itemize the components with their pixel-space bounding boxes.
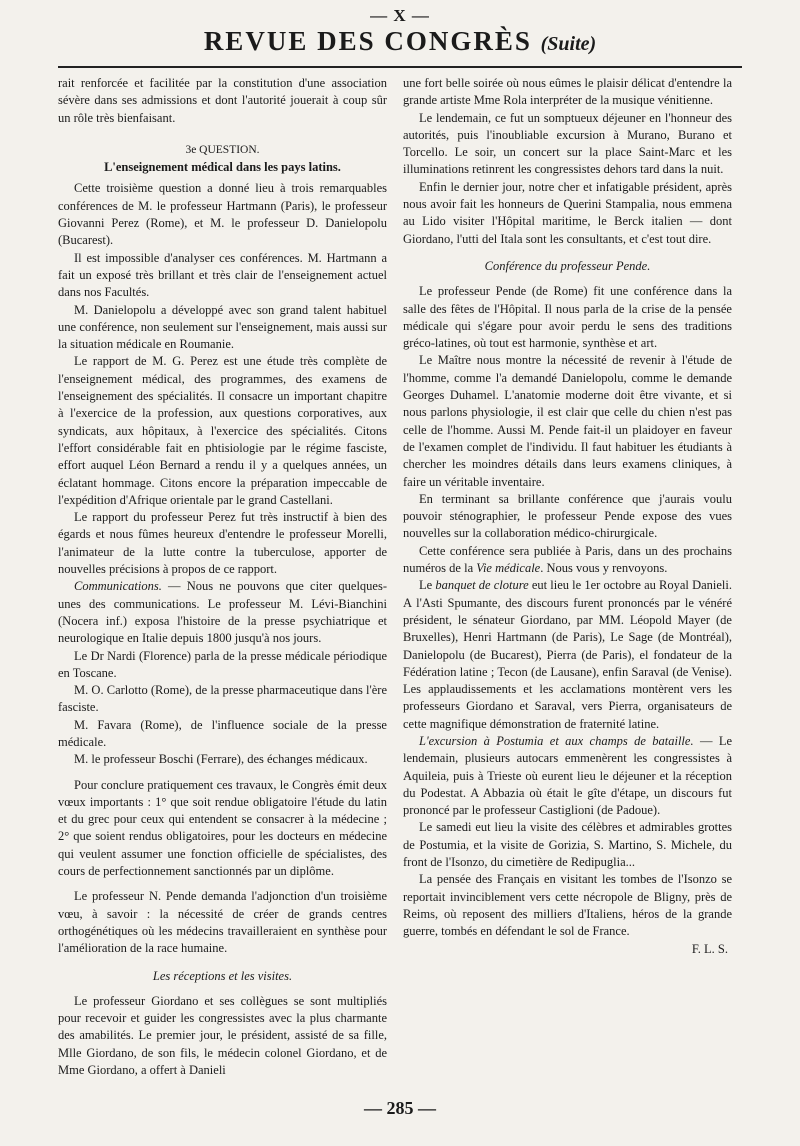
text-run: . Nous vous y renvoyons. <box>540 561 668 576</box>
paragraph: M. O. Carlotto (Rome), de la presse pharmaceutique dans l'ère fasciste. <box>58 683 387 715</box>
question-title: L'enseignement médical dans les pays latins. <box>104 160 341 175</box>
text-run: Cette conférence sera publiée à Paris, dans un des prochains numéros de la <box>403 543 732 576</box>
banquet-label: banquet de cloture <box>435 578 529 593</box>
paragraph: Enfin le dernier jour, notre cher et infatigable président, après nous avoir fait les honneurs de Querini Stampalia, nous emmena au Lido visiter l'Hôpital maritime, le Berck italien — dont Giordano, l'utti del Itala sont les consultants, et c'est tout dire. <box>403 179 732 246</box>
text-run: eut lieu le 1er octobre au Royal Danieli. A l'Asti Spumante, des discours furent prononcés par le vénéré président, le sénateur Giordano, par MM. Léopold Mayer (de Bruxelles), Henri Hartmann (de Paris), Le Sage (de Montréal), Danielopolu (de Bucarest), Pierra (de Paris), el fondateur de la Fédération latine ; Tecon (de Lausane), enfin Saraval (de Venise). Les applaudissements et les acclamations montèrent vers les professeurs Giordano et Saraval, vers Pierra, organisateurs de cette magnifique démonstration de fraternité latine. <box>403 578 732 731</box>
title-text: REVUE DES CONGRÈS <box>203 26 532 56</box>
paragraph: Le Dr Nardi (Florence) parla de la presse médicale périodique en Toscane. <box>58 648 387 680</box>
text-run: — Le lendemain, plusieurs autocars emmenèrent les congressistes à Aquileia, puis à Trieste où eurent lieu le déjeuner et la réception du Podestat. A Abbazia où était le gîte d'étape, un discours fut prononcé par le professeur Castiglioni (de Padoue). <box>403 733 732 818</box>
question-label: 3e QUESTION. <box>185 143 260 156</box>
text-run: Le <box>419 578 436 593</box>
communications-text: — Nous ne pouvons que citer quelques-unes des communications. Le professeur M. Lévi-Bianchini (Nocera inf.) exposa l'histoire de la presse psychiatrique et neurologique en Italie depuis 1800 jusqu'à nos jours. <box>58 579 387 646</box>
paragraph: Le professeur Pende (de Rome) fit une conférence dans la salle des fêtes de l'Hôpital. Il nous parla de la crise de la pensée médicale qui s'égare pour avoir perdu le sens des traditions gréco-latines, où tout est harmonie, synthèse et art. <box>403 284 732 351</box>
header-rule <box>58 66 742 68</box>
page-number: — 285 — <box>364 1098 436 1118</box>
author-signature: F. L. S. <box>691 941 728 956</box>
paragraph <box>403 543 732 578</box>
paragraph-communications <box>58 578 387 647</box>
paragraph: M. Favara (Rome), de l'influence sociale de la presse médicale. <box>58 717 387 749</box>
left-column <box>58 75 387 1079</box>
paragraph: Pour conclure pratiquement ces travaux, le Congrès émit deux vœux importants : 1° que soit rendue obligatoire l'étude du latin et du grec pour ceux qui entendent se consacrer à la médecine ; 2° que soient rendus obligatoires, pour les docteurs en médecine qui veulent assumer une fonction officielle de spécialistes, des cours de perfectionnement sanctionnés par un diplôme. <box>58 777 387 879</box>
paragraph: Le professeur N. Pende demanda l'adjonction d'un troisième vœu, à savoir : la nécessité de créer de grands centres orthogénétiques où les médecins travailleraient en synthèse pour l'amélioration de la race humaine. <box>58 889 387 956</box>
journal-title: Vie médicale <box>476 561 541 576</box>
paragraph: M. le professeur Boschi (Ferrare), des échanges médicaux. <box>74 752 368 767</box>
excursion-label: L'excursion à Postumia et aux champs de bataille. <box>419 733 694 748</box>
paragraph: Le rapport du professeur Perez fut très instructif à bien des égards et nous fûmes heureux d'entendre le professeur Morelli, l'animateur de la lutte contre la tuberculose, apporter de nouvelles précisions à propos de ce rapport. <box>58 510 387 577</box>
paragraph: Cette troisième question a donné lieu à trois remarquables conférences de M. le professeur Hartmann (Paris), le professeur Giovanni Perez (Rome), et M. le professeur D. Danielopolu (Bucarest). <box>58 181 387 248</box>
paragraph: Le Maître nous montre la nécessité de revenir à l'étude de l'homme, comme l'a demandé Danielopolu, comme le demande Georges Duhamel. L'anatomie moderne doit être vivante, et si nous parlons physiologie, il est clair que celle du chien n'est pas celle de l'homme. Aussi M. Pende fait-il un plaidoyer en faveur de l'examen complet de l'individu. Il faut habituer les étudiants à chercher les moindres détails dans leurs examens cliniques, à faire un véritable inventaire. <box>403 353 732 489</box>
paragraph <box>403 733 732 819</box>
paragraph: rait renforcée et facilitée par la constitution d'une association sévère dans ses admissions et dont l'autorité jouerait à coup sûr un rôle très bienfaisant. <box>58 76 387 125</box>
paragraph: La pensée des Français en visitant les tombes de l'Isonzo se reportait invinciblement vers cette nécropole de Bligny, près de Reims, où reposent des milliers d'Italiens, héros de la grande guerre, tombés en défendant le sol de France. <box>403 872 732 939</box>
title-suffix: (Suite) <box>540 33 597 55</box>
communications-label: Communications. <box>74 579 162 594</box>
paragraph <box>403 577 732 733</box>
paragraph: Le professeur Giordano et ses collègues se sont multipliés pour recevoir et guider les congressistes avec la plus charmante des amabilités. Le premier jour, le président, assisté de sa fille, Mlle Giordano, de son fils, le médecin colonel Giordano, et de Mme Giordano, a offert à Danieli <box>58 993 387 1078</box>
page-roman-numeral: — X — <box>370 6 430 25</box>
section-title: Conférence du professeur Pende. <box>484 258 651 273</box>
paragraph: M. Danielopolu a développé avec son grand talent habituel une conférence, non seulement sur l'enseignement, mais aussi sur la situation médicale en Roumanie. <box>58 302 387 352</box>
paragraph: Le samedi eut lieu la visite des célèbres et admirables grottes de Postumia, et la visite de Gorizia, S. Martino, S. Michele, du front de l'Isonzo, du cimetière de Redipuglia... <box>403 820 732 870</box>
section-title: Les réceptions et les visites. <box>152 968 293 983</box>
right-column <box>403 75 732 958</box>
paragraph: En terminant sa brillante conférence que j'aurais voulu pouvoir sténographier, le professeur Pende expose des vues nouvelles sur la collaboration médico-chirurgicale. <box>403 491 732 541</box>
page-title <box>0 26 800 57</box>
paragraph: une fort belle soirée où nous eûmes le plaisir délicat d'entendre la grande artiste Mme Rola interpréter de la musique vénitienne. <box>403 76 732 108</box>
paragraph: Il est impossible d'analyser ces conférences. M. Hartmann a fait un exposé très brillant et très clair de l'enseignement actuel dans nos Facultés. <box>58 250 387 300</box>
paragraph: Le lendemain, ce fut un somptueux déjeuner en l'honneur des autorités, puis l'inoubliable excursion à Murano, Burano et Torcello. Le soir, un concert sur la place Saint-Marc et les illuminations retinrent les congressistes dehors tard dans la nuit. <box>403 110 732 177</box>
paragraph: Le rapport de M. G. Perez est une étude très complète de l'enseignement médical, des programmes, des examens de l'enseignement des spécialités. Il consacre un important chapitre à l'exercice de la profession, aux questions corporatives, aux syndicats, aux hôpitaux, à l'exercice des spécialités. Citons l'effort considérable fait en phtisiologie par le régime fasciste, effort auquel Léon Bernard a rendu il y a quelques années, un éclatant hommage. Citons encore la préparation impeccable de l'expédition d'Afrique orientale par le grand Castellani. <box>58 354 387 507</box>
